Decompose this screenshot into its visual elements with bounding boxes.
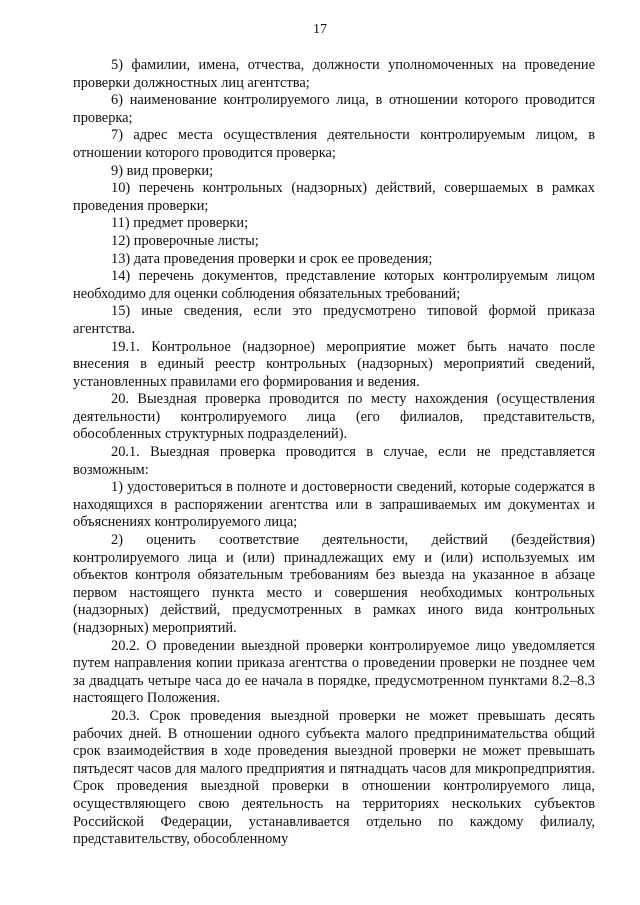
list-item-13: 13) дата проведения проверки и срок ее проведения;	[111, 250, 433, 267]
subitem-1: 1) удостовериться в полноте и достоверности сведений, которые содержатся в находящихся в распоряжении агентства или в запрашиваемых им документах и объяснениях контролируемого лица;	[73, 479, 595, 531]
paragraph-20-3: 20.3. Срок проведения выездной проверки не может превышать десять рабочих дней. В отношении одного субъекта малого предпринимательства общий срок взаимодействия в ходе проведения выездной проверки не может превышать пятьдесят часов для малого предприятия и пятнадцать часов для микропредприятия. Срок проведения выездной проверки в отношении контролируемого лица, осуществляющего свою деятельность на территориях нескольких субъектов Российской Федерации, устанавливается отдельно по каждому филиалу, представительству, обособленному	[73, 707, 595, 848]
list-item-6: 6) наименование контролируемого лица, в отношении которого проводится проверка;	[73, 92, 595, 126]
paragraph-20-2: 20.2. О проведении выездной проверки контролируемое лицо уведомляется путем направления копии приказа агентства о проведении проверки не позднее чем за двадцать четыре часа до ее начала в порядке, предусмотренном пунктами 8.2–8.3 настоящего Положения.	[73, 637, 595, 707]
paragraph-20-1: 20.1. Выездная проверка проводится в случае, если не представляется возможным:	[73, 444, 595, 478]
list-item-15: 15) иные сведения, если это предусмотрено типовой формой приказа агентства.	[73, 303, 595, 337]
list-item-9: 9) вид проверки;	[111, 162, 214, 179]
list-item-10: 10) перечень контрольных (надзорных) действий, совершаемых в рамках проведения проверки;	[73, 180, 595, 214]
list-item-11: 11) предмет проверки;	[111, 215, 249, 232]
list-item-12: 12) проверочные листы;	[111, 232, 259, 249]
list-item-5: 5) фамилии, имена, отчества, должности уполномоченных на проведение проверки должностных лиц агентства;	[73, 57, 595, 91]
list-item-7: 7) адрес места осуществления деятельности контролируемым лицом, в отношении которого проводится проверка;	[73, 127, 595, 161]
list-item-14: 14) перечень документов, представление которых контролируемым лицом необходимо для оценки соблюдения обязательных требований;	[73, 268, 595, 302]
subitem-2: 2) оценить соответствие деятельности, действий (бездействия) контролируемого лица и (или) принадлежащих ему и (или) используемых им объектов контроля обязательным требованиям без выезда на указанное в абзаце первом настоящего пункта место и совершения необходимых контрольных (надзорных) действий, предусмотренных в рамках иного вида контрольных (надзорных) мероприятий.	[73, 532, 595, 636]
paragraph-20: 20. Выездная проверка проводится по месту нахождения (осуществления деятельности) контролируемого лица (его филиалов, представительств, обособленных структурных подразделений).	[73, 391, 595, 443]
paragraph-19-1: 19.1. Контрольное (надзорное) мероприятие может быть начато после внесения в единый реестр контрольных (надзорных) мероприятий сведений, установленных правилами его формирования и ведения.	[73, 338, 595, 390]
document-body	[73, 57, 595, 849]
page-number: 17	[313, 22, 327, 37]
